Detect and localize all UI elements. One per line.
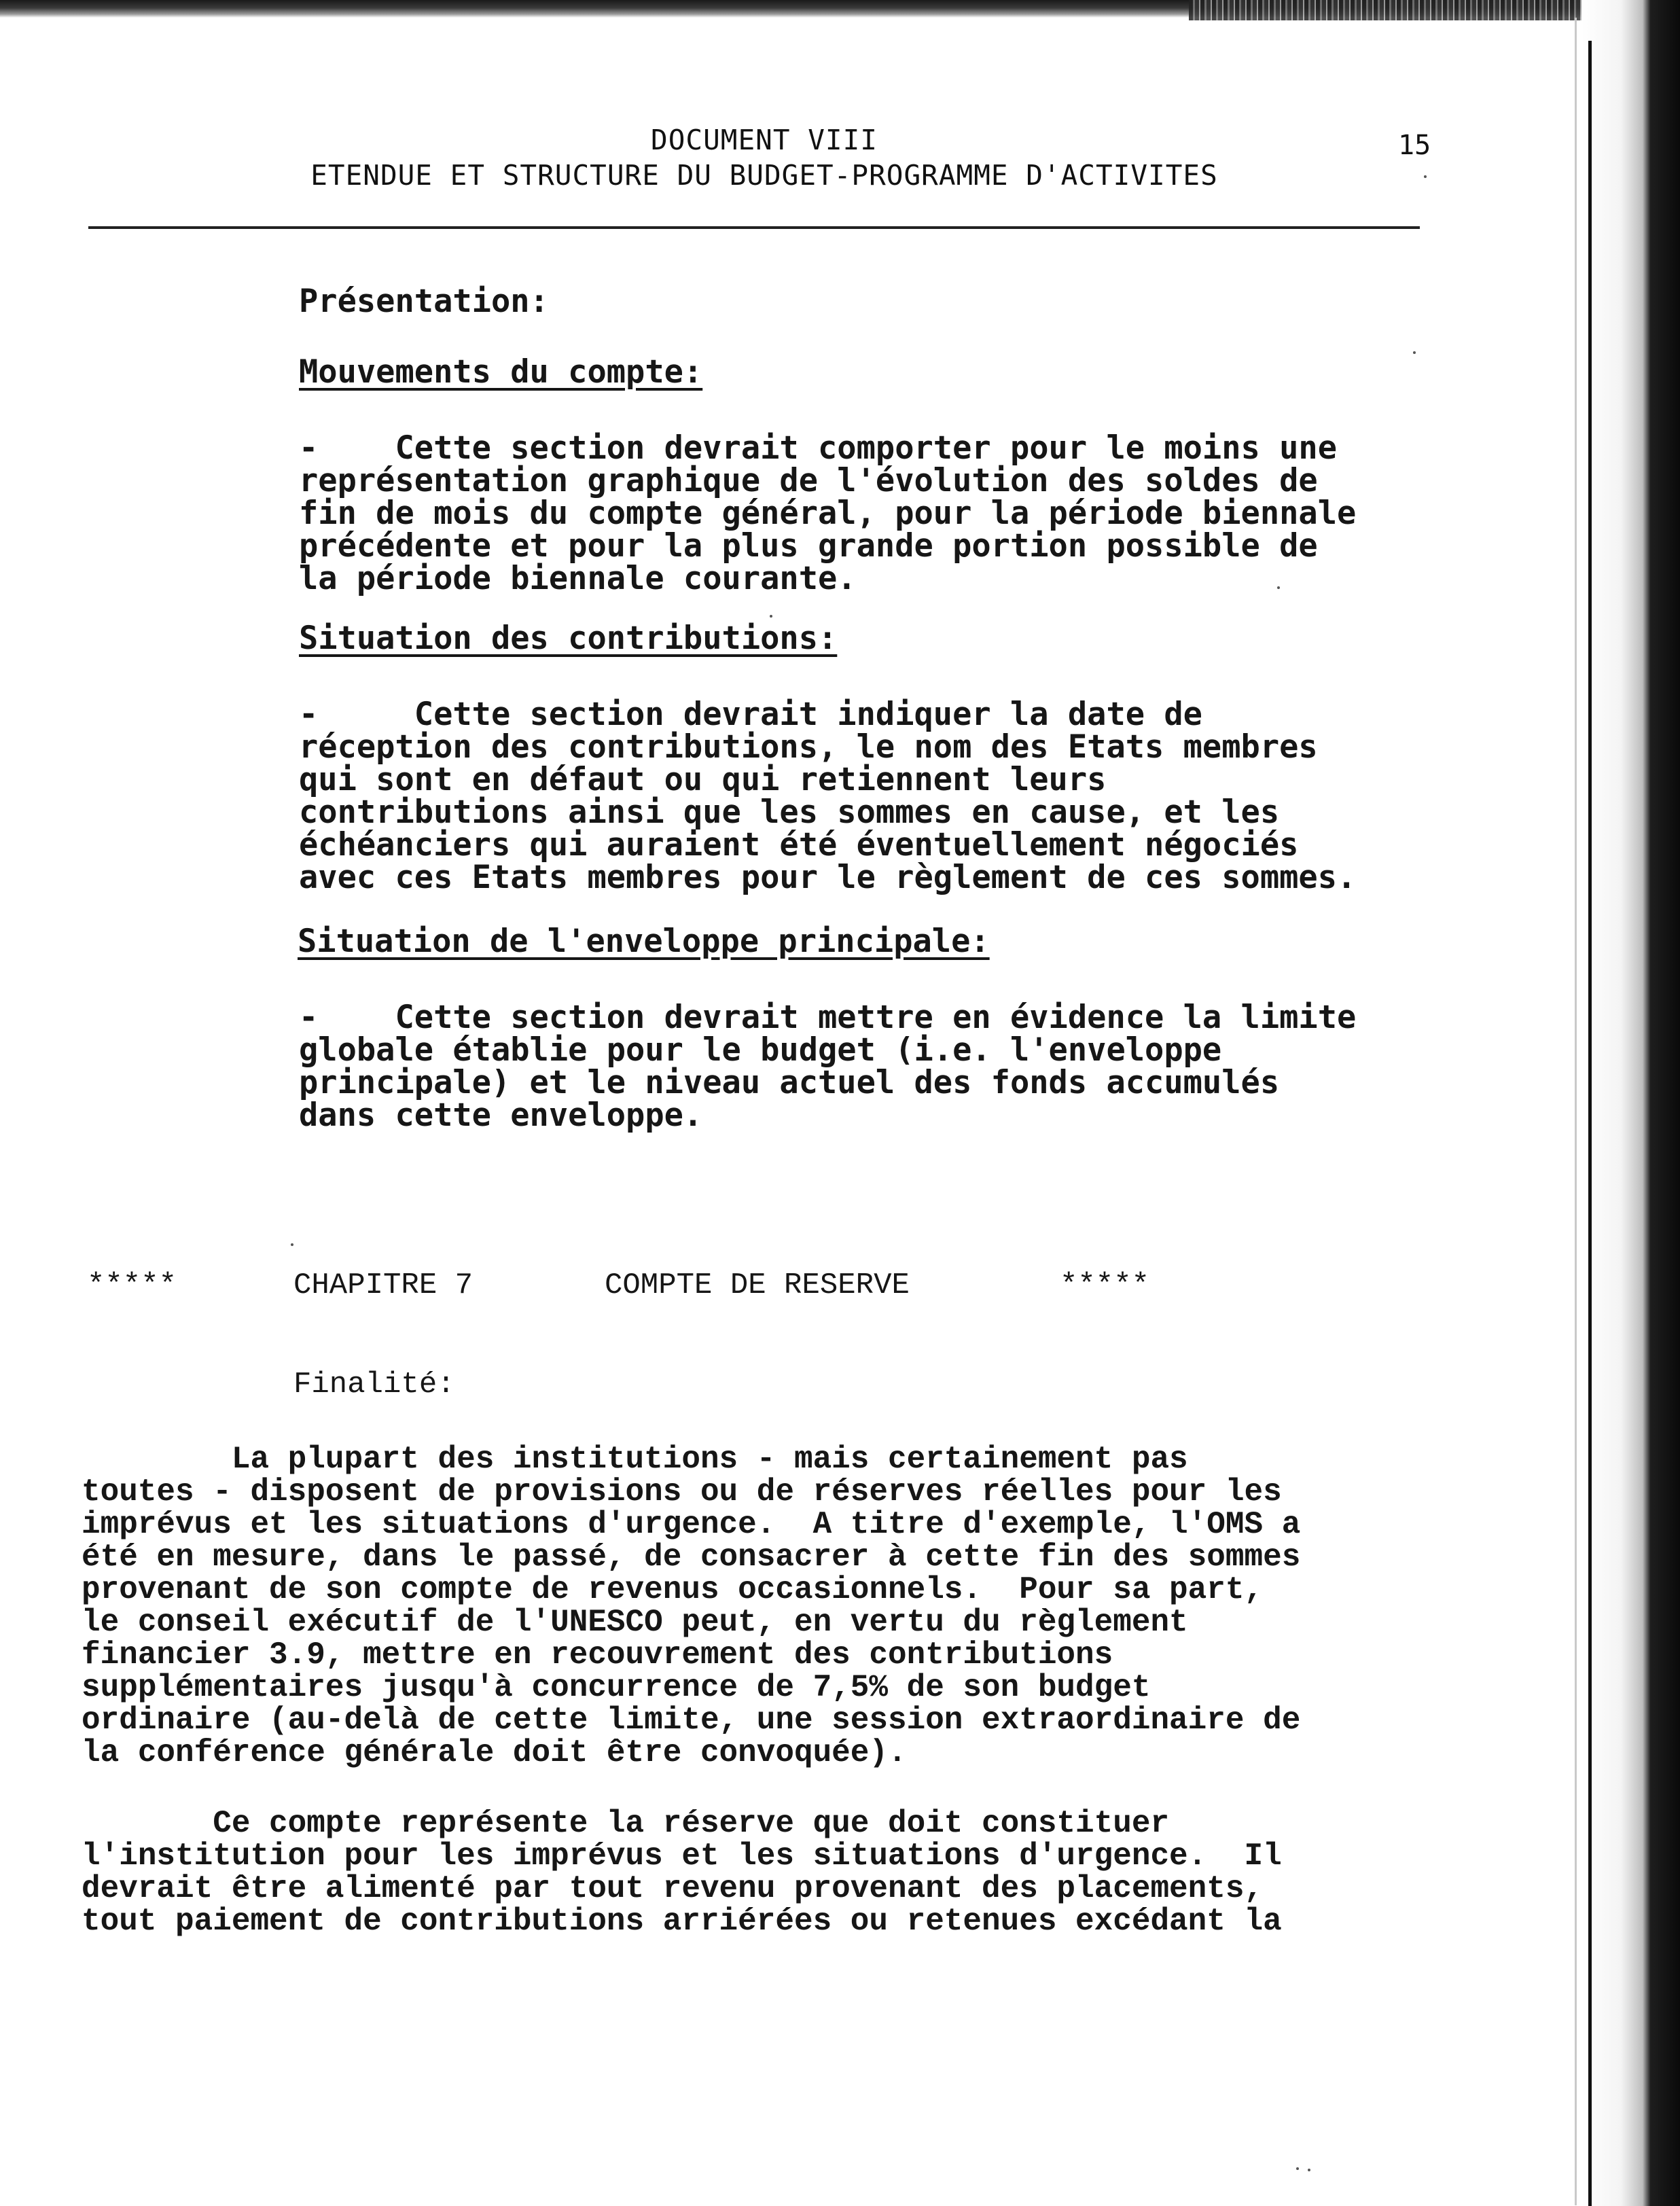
text-line: - Cette section devrait mettre en évidence la limite: [299, 999, 1357, 1036]
text-line: - Cette section devrait indiquer la date de: [299, 696, 1202, 733]
presentation-heading: Présentation:: [299, 283, 549, 320]
text-line: toutes - disposent de provisions ou de réserves réelles pour les: [82, 1474, 1282, 1510]
text-line: qui sont en défaut ou qui retiennent leurs: [299, 761, 1107, 798]
text-line: supplémentaires jusqu'à concurrence de 7,5% de son budget: [82, 1670, 1151, 1705]
text-line: financier 3.9, mettre en recouvrement des contributions: [82, 1637, 1113, 1673]
text-line: - Cette section devrait comporter pour le moins une: [299, 429, 1338, 467]
text-line: contributions ainsi que les sommes en cause, et les: [299, 794, 1280, 831]
text-line: provenant de son compte de revenus occasionnels. Pour sa part,: [82, 1572, 1264, 1607]
section-title-mouvements: Mouvements du compte:: [299, 353, 703, 391]
text-line: échéanciers qui auraient été éventuellement négociés: [299, 826, 1299, 864]
text-line: représentation graphique de l'évolution des soldes de: [299, 462, 1318, 499]
text-line: fin de mois du compte général, pour la période biennale: [299, 495, 1357, 532]
scan-binding-shadow: [1581, 0, 1680, 2206]
section-title-contributions: Situation des contributions:: [299, 620, 838, 657]
text-line: été en mesure, dans le passé, de consacrer à cette fin des sommes: [82, 1540, 1301, 1575]
finalite-heading: Finalité:: [293, 1368, 455, 1402]
page-number: 15: [1398, 130, 1431, 161]
header-line-2: ETENDUE ET STRUCTURE DU BUDGET-PROGRAMME D'ACTIVITES: [310, 159, 1218, 192]
section-title-enveloppe: Situation de l'enveloppe principale:: [298, 923, 990, 960]
header-rule: [88, 226, 1420, 229]
text-line: précédente et pour la plus grande portion possible de: [299, 527, 1318, 565]
chapter-stars-left: *****: [87, 1268, 177, 1302]
scan-shadow-top: [0, 0, 1680, 18]
binding-line: [1588, 41, 1592, 2206]
chapter-number: CHAPITRE 7: [293, 1268, 473, 1302]
text-line: principale) et le niveau actuel des fonds accumulés: [299, 1064, 1280, 1101]
text-line: réception des contributions, le nom des Etats membres: [299, 728, 1318, 766]
text-line: le conseil exécutif de l'UNESCO peut, en vertu du règlement: [82, 1605, 1188, 1640]
header-line-1: DOCUMENT VIII: [651, 124, 878, 156]
text-line: tout paiement de contributions arriérées ou retenues excédant la: [82, 1904, 1282, 1939]
chapter-stars-right: *****: [1060, 1268, 1150, 1302]
text-line: la période biennale courante.: [299, 560, 857, 597]
document-header: [88, 122, 1440, 193]
text-line: ordinaire (au-delà de cette limite, une session extraordinaire de: [82, 1703, 1301, 1738]
page-edge: [1575, 18, 1577, 2205]
text-line: La plupart des institutions - mais certainement pas: [82, 1442, 1188, 1477]
text-line: l'institution pour les imprévus et les situations d'urgence. Il: [82, 1838, 1282, 1874]
text-line: imprévus et les situations d'urgence. A titre d'exemple, l'OMS a: [82, 1507, 1301, 1542]
text-line: la conférence générale doit être convoquée).: [82, 1735, 907, 1771]
text-line: devrait être alimenté par tout revenu provenant des placements,: [82, 1871, 1264, 1906]
text-line: Ce compte représente la réserve que doit constituer: [82, 1806, 1170, 1841]
text-line: globale établie pour le budget (i.e. l'enveloppe: [299, 1031, 1222, 1069]
text-line: dans cette enveloppe.: [299, 1097, 703, 1134]
text-line: avec ces Etats membres pour le règlement de ces sommes.: [299, 859, 1357, 896]
chapter-title: COMPTE DE RESERVE: [605, 1268, 910, 1302]
